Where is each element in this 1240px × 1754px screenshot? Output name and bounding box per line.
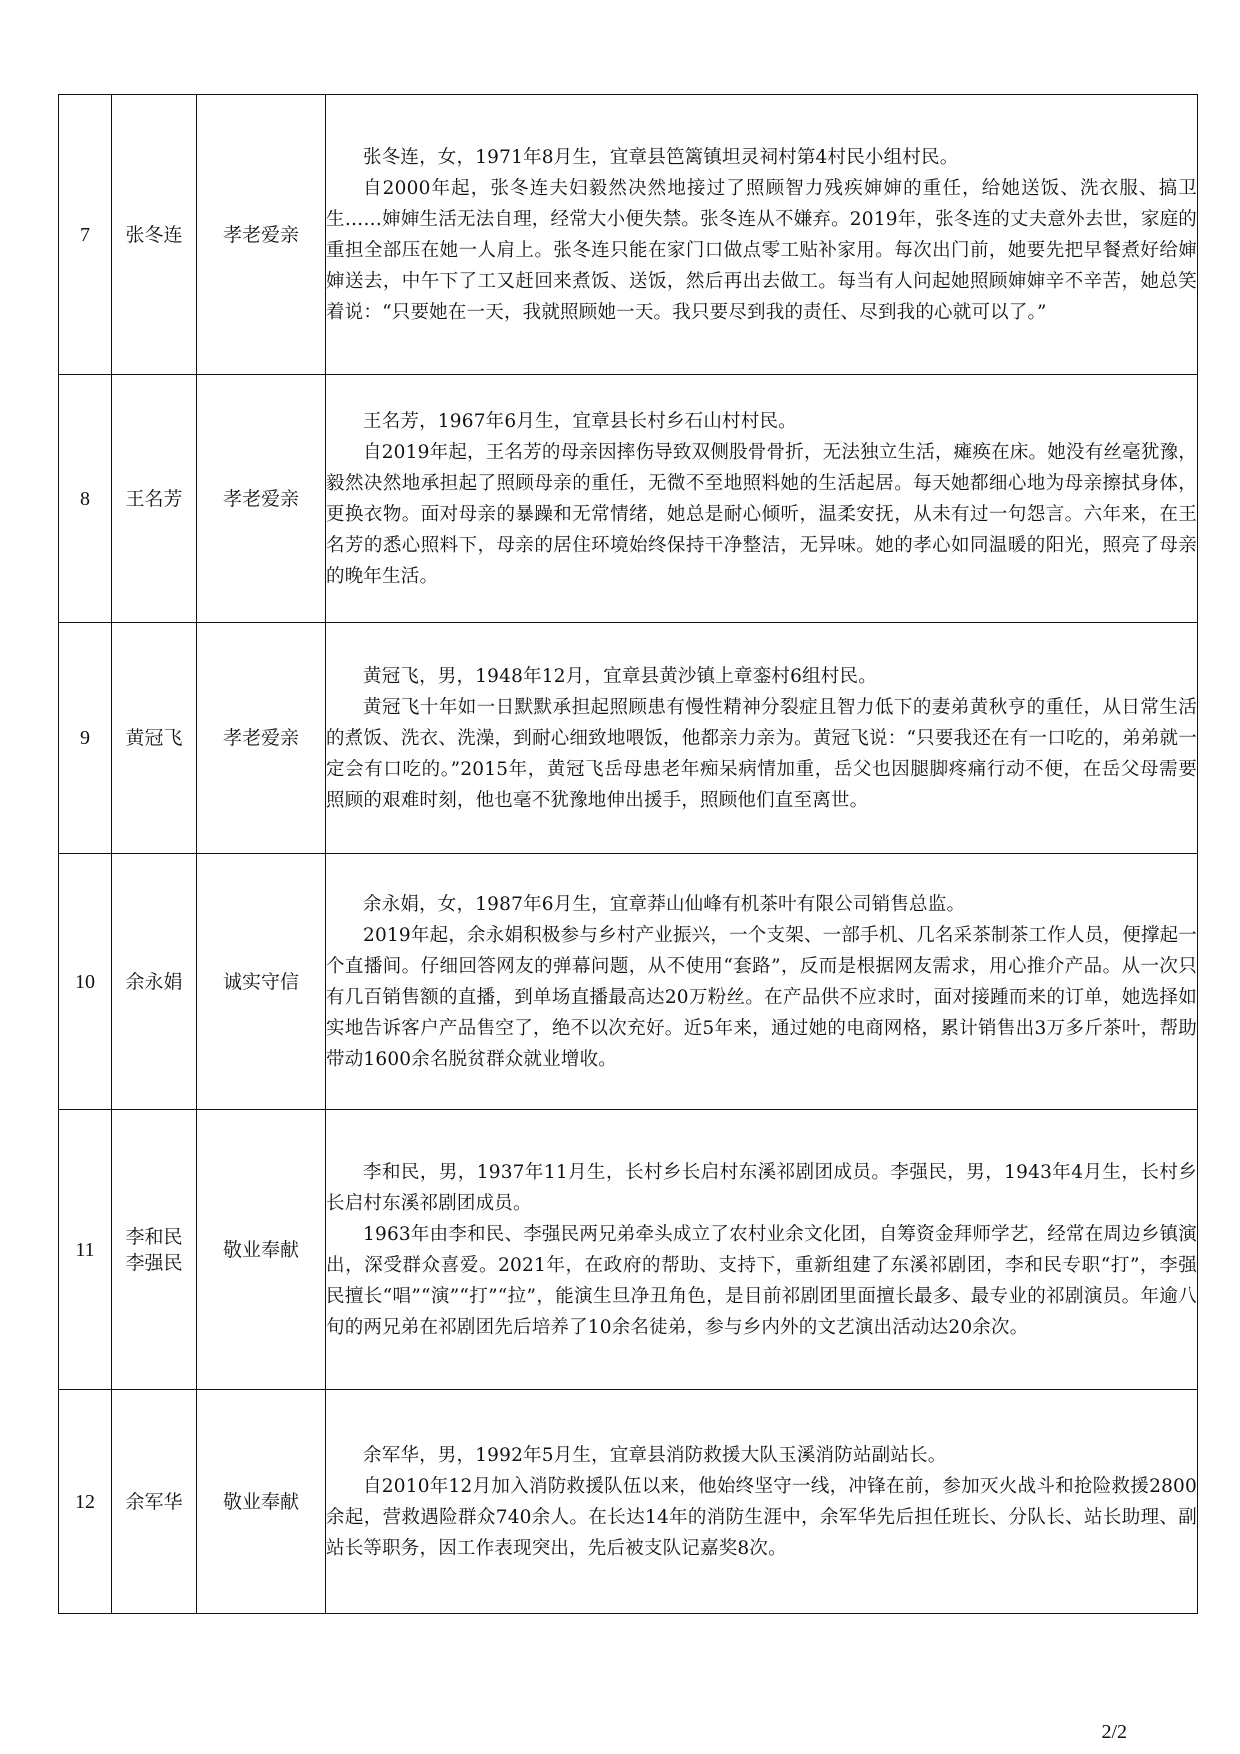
- description-paragraph: 王名芳，1967年6月生，宜章县长村乡石山村村民。: [363, 410, 797, 432]
- page-number: 2/2: [1101, 1721, 1127, 1743]
- description-paragraph: 2019年起，余永娟积极参与乡村产业振兴，一个支架、一部手机、几名采茶制茶工作人员，便撑起一个直播间。仔细回答网友的弹幕问题，从不使用“套路”，反而是根据网友需求，用心推介产品。从一次只有几百销售额的直播，到单场直播最高达20万粉丝。在产品供不应求时，面对接踵而来的订单，她选择如实地告诉客户产品售空了，绝不以次充好。近5年来，通过她的电商网格，累计销售出3万多斤茶叶，帮助带动1600余名脱贫群众就业增收。: [326, 924, 1197, 1070]
- row-number: 7: [59, 95, 112, 375]
- person-name-text: 张冬连: [125, 223, 183, 246]
- description-paragraph: 李和民，男，1937年11月生，长村乡长启村东溪祁剧团成员。李强民，男，1943年4月生，长村乡长启村东溪祁剧团成员。: [326, 1161, 1197, 1214]
- person-name: [112, 623, 197, 854]
- description: [326, 1110, 1198, 1390]
- description: [326, 375, 1198, 623]
- description-paragraph: 1963年由李和民、李强民两兄弟牵头成立了农村业余文化团，自筹资金拜师学艺，经常在周边乡镇演出，深受群众喜爱。2021年，在政府的帮助、支持下，重新组建了东溪祁剧团，李和民专职“打”，李强民擅长“唱”“演”“打”“拉”，能演生旦净丑角色，是目前祁剧团里面擅长最多、最专业的祁剧演员。年逾八旬的两兄弟在祁剧团先后培养了10余名徒弟，参与乡内外的文艺演出活动达20余次。: [326, 1223, 1197, 1338]
- award-category: 孝老爱亲: [197, 95, 326, 375]
- award-category: 孝老爱亲: [197, 623, 326, 854]
- table-row: [59, 375, 1198, 623]
- description-paragraph: 自2000年起，张冬连夫妇毅然决然地接过了照顾智力残疾婶婶的重任，给她送饭、洗衣服、搞卫生……婶婶生活无法自理，经常大小便失禁。张冬连从不嫌弃。2019年，张冬连的丈夫意外去世，家庭的重担全部压在她一人肩上。张冬连只能在家门口做点零工贴补家用。每次出门前，她要先把早餐煮好给婶婶送去，中午下了工又赶回来煮饭、送饭，然后再出去做工。每当有人问起她照顾婶婶辛不辛苦，她总笑着说：“只要她在一天，我就照顾她一天。我只要尽到我的责任、尽到我的心就可以了。”: [326, 177, 1197, 323]
- description-paragraph: 张冬连，女，1971年8月生，宜章县笆篱镇坦灵祠村第4村民小组村民。: [363, 146, 959, 168]
- person-name: [112, 375, 197, 623]
- person-name-text: 余军华: [125, 1490, 183, 1513]
- description-paragraph: 自2019年起，王名芳的母亲因摔伤导致双侧股骨骨折，无法独立生活，瘫痪在床。她没有丝毫犹豫，毅然决然地承担起了照顾母亲的重任，无微不至地照料她的生活起居。每天她都细心地为母亲擦拭身体，更换衣物。面对母亲的暴躁和无常情绪，她总是耐心倾听，温柔安抚，从未有过一句怨言。六年来，在王名芳的悉心照料下，母亲的居住环境始终保持干净整洁，无异味。她的孝心如同温暖的阳光，照亮了母亲的晚年生活。: [326, 441, 1197, 587]
- person-name-text: 王名芳: [125, 487, 183, 510]
- row-number: 9: [59, 623, 112, 854]
- row-number: 11: [59, 1110, 112, 1390]
- table-row: [59, 1390, 1198, 1614]
- row-number: 12: [59, 1390, 112, 1614]
- row-number: 10: [59, 854, 112, 1110]
- description: [326, 854, 1198, 1110]
- table-row: [59, 623, 1198, 854]
- description-paragraph: 自2010年12月加入消防救援队伍以来，他始终坚守一线，冲锋在前，参加灭火战斗和抢险救援2800余起，营救遇险群众740余人。在长达14年的消防生涯中，余军华先后担任班长、分队长、站长助理、副站长等职务，因工作表现突出，先后被支队记嘉奖8次。: [326, 1475, 1197, 1559]
- person-name-text: 余永娟: [125, 970, 183, 993]
- table-row: [59, 1110, 1198, 1390]
- award-category: 敬业奉献: [197, 1110, 326, 1390]
- award-category: 诚实守信: [197, 854, 326, 1110]
- award-category: 敬业奉献: [197, 1390, 326, 1614]
- description-paragraph: 余军华，男，1992年5月生，宜章县消防救援大队玉溪消防站副站长。: [363, 1444, 947, 1466]
- person-name: [112, 1390, 197, 1614]
- table-row: [59, 854, 1198, 1110]
- table-row: [59, 95, 1198, 375]
- description: [326, 623, 1198, 854]
- award-category: 孝老爱亲: [197, 375, 326, 623]
- person-name-text: 李和民: [125, 1225, 183, 1248]
- description: [326, 1390, 1198, 1614]
- description: [326, 95, 1198, 375]
- person-name-text: 李强民: [125, 1251, 183, 1274]
- person-name: [112, 854, 197, 1110]
- person-name: [112, 95, 197, 375]
- description-paragraph: 黄冠飞，男，1948年12月，宜章县黄沙镇上章銮村6组村民。: [363, 665, 877, 687]
- records-table: [58, 94, 1198, 1614]
- description-paragraph: 黄冠飞十年如一日默默承担起照顾患有慢性精神分裂症且智力低下的妻弟黄秋亨的重任，从日常生活的煮饭、洗衣、洗澡，到耐心细致地喂饭，他都亲力亲为。黄冠飞说：“只要我还在有一口吃的，弟弟就一定会有口吃的。”2015年，黄冠飞岳母患老年痴呆病情加重，岳父也因腿脚疼痛行动不便，在岳父母需要照顾的艰难时刻，他也毫不犹豫地伸出援手，照顾他们直至离世。: [326, 696, 1197, 811]
- description-paragraph: 余永娟，女，1987年6月生，宜章莽山仙峰有机茶叶有限公司销售总监。: [363, 893, 966, 915]
- person-name: [112, 1110, 197, 1390]
- person-name-text: 黄冠飞: [125, 727, 183, 749]
- row-number: 8: [59, 375, 112, 623]
